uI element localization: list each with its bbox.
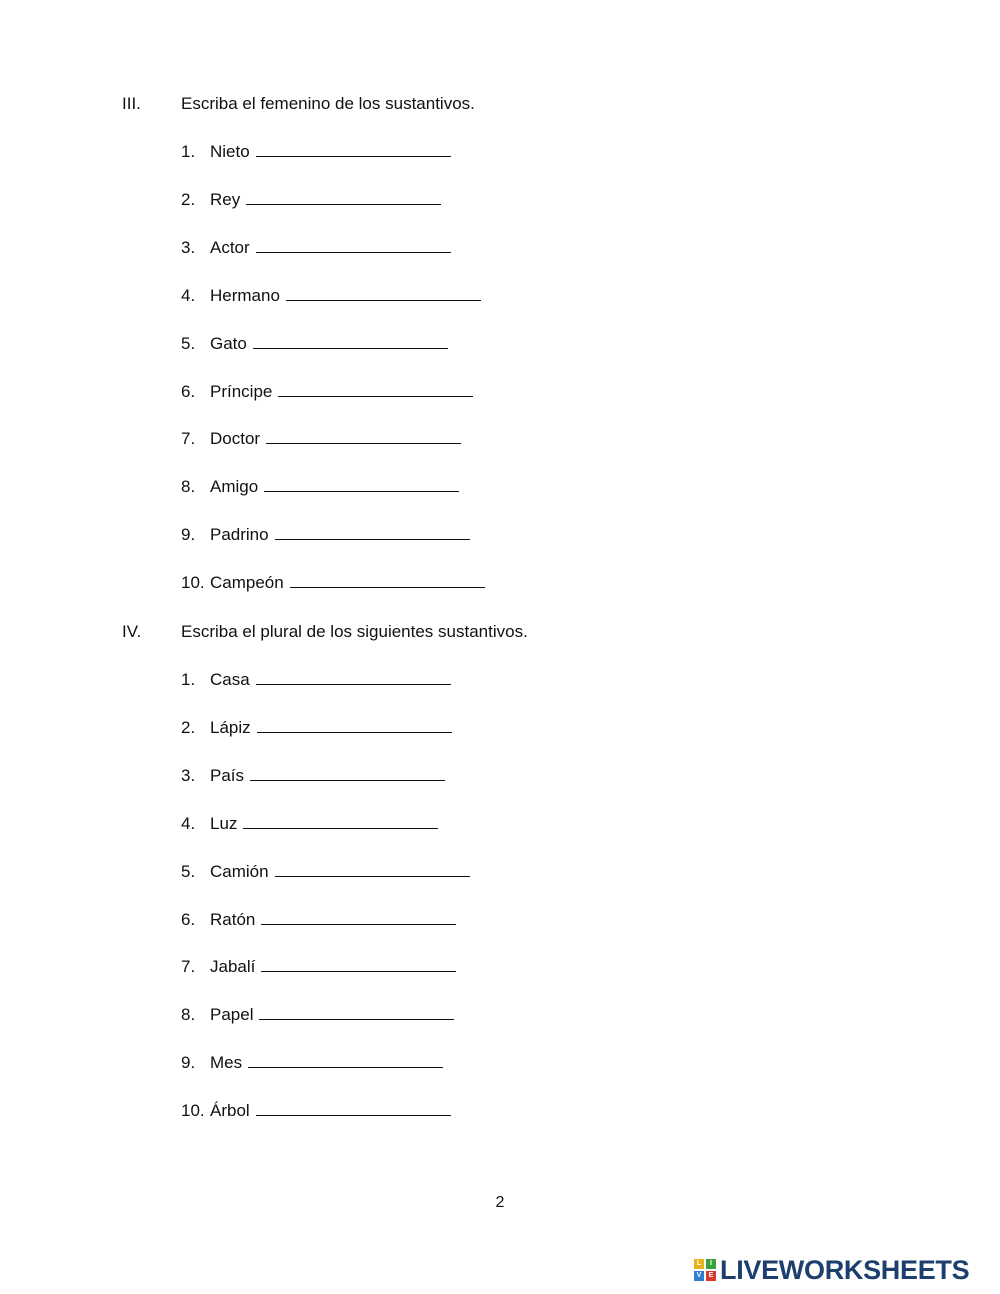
item-word: Amigo	[210, 477, 259, 497]
item-number: 2.	[181, 189, 196, 209]
answer-blank[interactable]	[264, 490, 459, 492]
answer-blank[interactable]	[243, 827, 438, 829]
item-number: 1.	[181, 142, 196, 161]
list-item	[181, 429, 461, 453]
item-number: 7.	[181, 429, 196, 449]
answer-blank[interactable]	[275, 875, 470, 877]
answer-blank[interactable]	[286, 299, 481, 301]
item-number: 1.	[181, 670, 196, 689]
section-instruction: Escriba el femenino de los sustantivos.	[181, 94, 475, 113]
item-word: Casa	[210, 670, 250, 689]
item-word: Doctor	[210, 429, 261, 449]
item-number: 8.	[181, 477, 196, 497]
item-word: Camión	[210, 861, 269, 881]
list-item	[181, 334, 448, 358]
item-word: Lápiz	[210, 717, 251, 737]
answer-blank[interactable]	[278, 395, 473, 397]
item-number: 7.	[181, 957, 196, 977]
brand-name: LIVEWORKSHEETS	[720, 1254, 970, 1285]
answer-blank[interactable]	[261, 923, 456, 925]
list-item	[181, 382, 473, 406]
answer-blank[interactable]	[257, 731, 452, 733]
item-word: Campeón	[210, 573, 284, 593]
logo-blocks-icon	[694, 1259, 716, 1281]
item-number: 6.	[181, 381, 196, 401]
list-item	[181, 1101, 451, 1125]
item-number: 5.	[181, 861, 196, 881]
answer-blank[interactable]	[246, 203, 441, 205]
item-number: 5.	[181, 333, 196, 353]
list-item	[181, 910, 456, 934]
item-word: Rey	[210, 189, 241, 209]
answer-blank[interactable]	[256, 683, 451, 685]
logo-block: E	[706, 1271, 716, 1281]
section-instruction: Escriba el plural de los siguientes sustantivos.	[181, 622, 528, 641]
item-word: Padrino	[210, 525, 269, 545]
answer-blank[interactable]	[266, 442, 461, 444]
answer-blank[interactable]	[248, 1066, 443, 1068]
list-item	[181, 718, 452, 742]
list-item	[181, 1053, 443, 1077]
item-word: Luz	[210, 813, 238, 833]
item-word: Actor	[210, 237, 250, 257]
page-number: 2	[495, 1194, 505, 1211]
item-number: 10.	[181, 1101, 205, 1121]
logo-block: I	[706, 1259, 716, 1269]
answer-blank[interactable]	[261, 970, 456, 972]
item-word: Ratón	[210, 909, 256, 929]
item-word: Hermano	[210, 285, 280, 305]
item-number: 2.	[181, 717, 196, 737]
answer-blank[interactable]	[253, 347, 448, 349]
item-number: 4.	[181, 285, 196, 305]
list-item	[181, 286, 481, 310]
item-number: 9.	[181, 1053, 196, 1073]
item-word: País	[210, 765, 245, 785]
answer-blank[interactable]	[256, 1114, 451, 1116]
answer-blank[interactable]	[259, 1018, 454, 1020]
section-number: IV.	[122, 622, 142, 641]
liveworksheets-logo	[694, 1255, 969, 1285]
item-word: Jabalí	[210, 957, 256, 977]
list-item	[181, 670, 451, 694]
answer-blank[interactable]	[290, 586, 485, 588]
item-number: 4.	[181, 813, 196, 833]
item-number: 3.	[181, 237, 196, 257]
item-word: Príncipe	[210, 381, 273, 401]
item-number: 3.	[181, 765, 196, 785]
list-item	[181, 477, 459, 501]
list-item	[181, 238, 451, 262]
logo-block: V	[694, 1271, 704, 1281]
item-word: Árbol	[210, 1101, 250, 1121]
list-item	[181, 862, 470, 886]
item-word: Papel	[210, 1005, 254, 1025]
list-item	[181, 525, 470, 549]
item-number: 9.	[181, 525, 196, 545]
answer-blank[interactable]	[256, 251, 451, 253]
item-word: Nieto	[210, 142, 250, 161]
item-number: 6.	[181, 909, 196, 929]
item-number: 8.	[181, 1005, 196, 1025]
section-number: III.	[122, 94, 141, 113]
list-item	[181, 766, 445, 790]
list-item	[181, 142, 451, 166]
list-item	[181, 190, 441, 214]
list-item	[181, 1005, 454, 1029]
answer-blank[interactable]	[256, 155, 451, 157]
list-item	[181, 957, 456, 981]
list-item	[181, 814, 438, 838]
item-number: 10.	[181, 573, 205, 593]
answer-blank[interactable]	[250, 779, 445, 781]
logo-block: L	[694, 1259, 704, 1269]
answer-blank[interactable]	[275, 538, 470, 540]
item-word: Gato	[210, 333, 247, 353]
list-item	[181, 573, 485, 597]
item-word: Mes	[210, 1053, 243, 1073]
